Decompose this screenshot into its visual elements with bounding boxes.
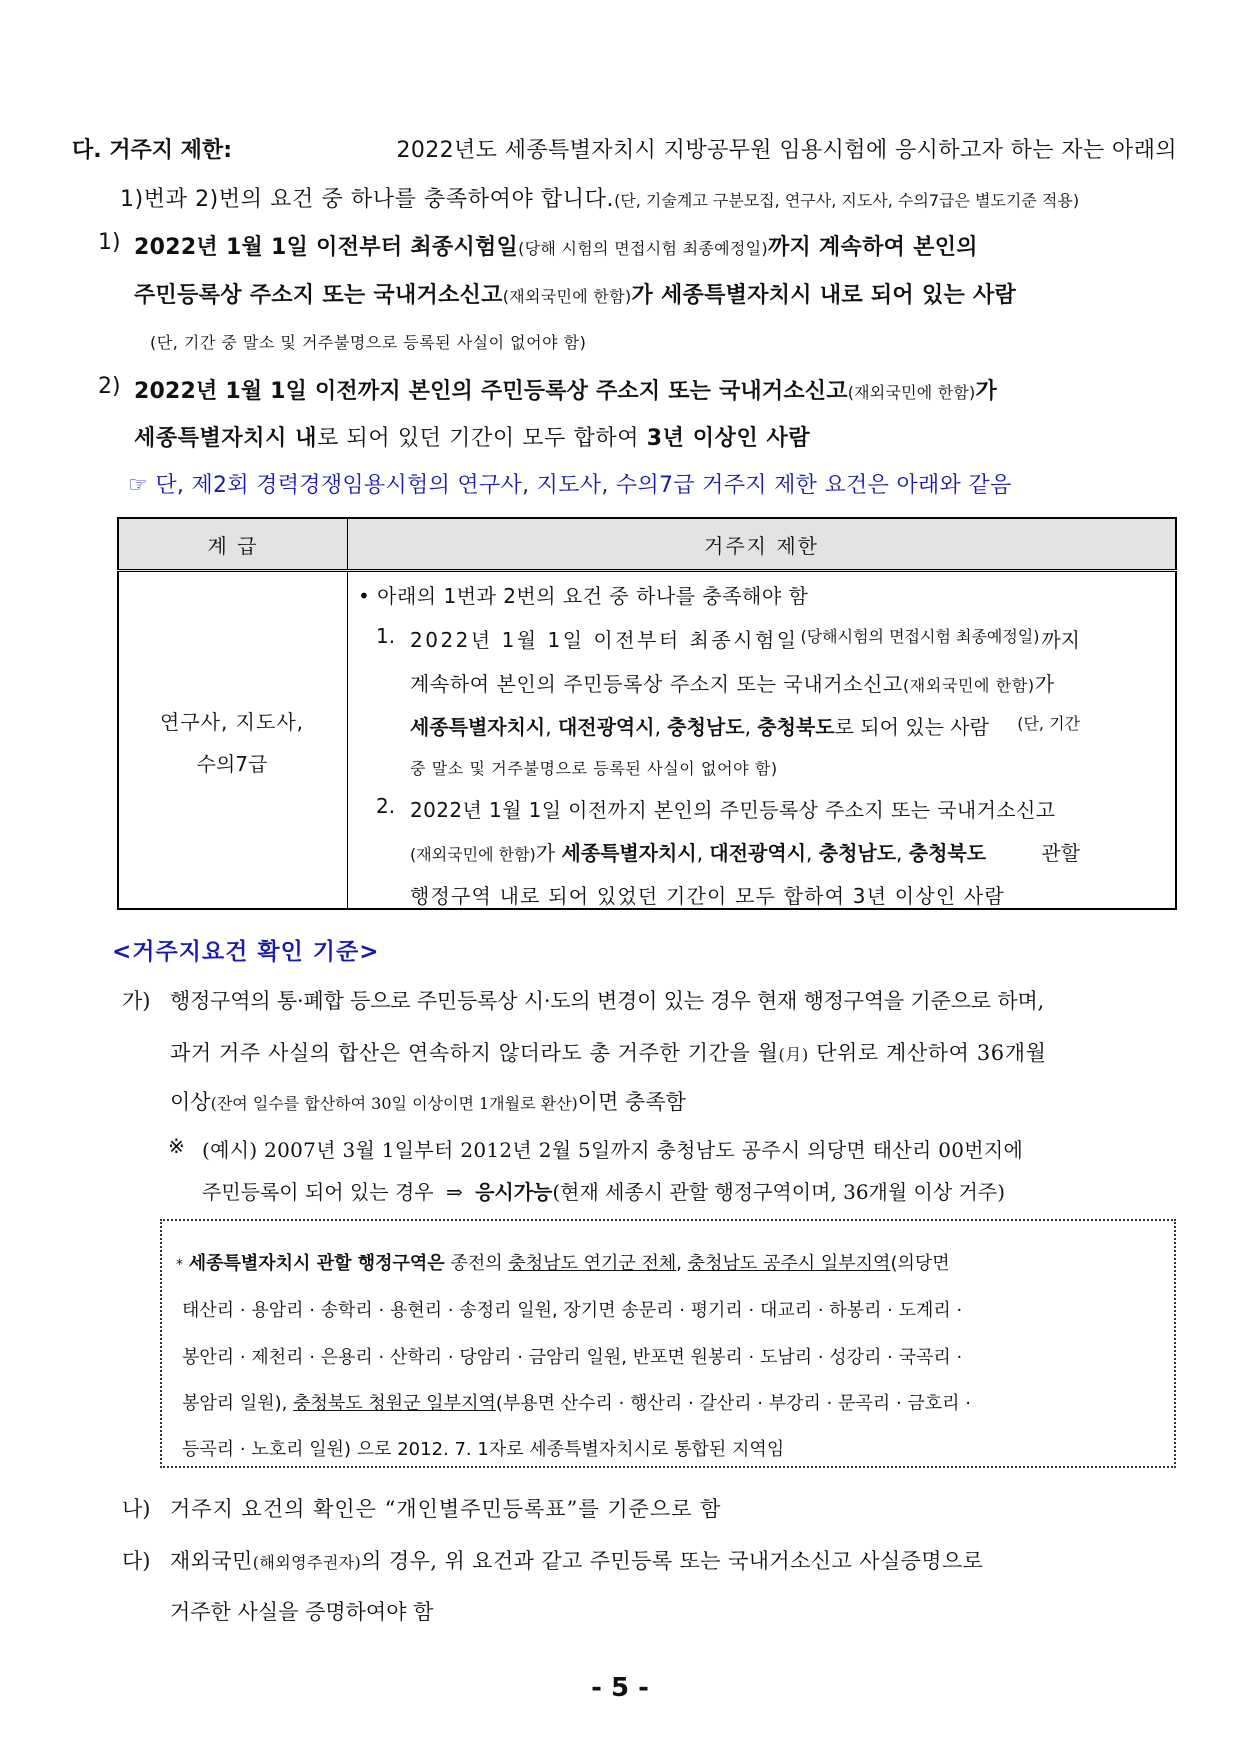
c1-l3-b3: 충청남도 xyxy=(667,715,745,739)
page-number: - 5 - xyxy=(591,1673,649,1703)
ex-l2-b: (현재 세종시 관할 행정구역이며, 36개월 이상 거주) xyxy=(552,1180,1005,1204)
item2-number: 2) xyxy=(98,374,121,399)
section-da-line2 xyxy=(120,182,1079,213)
item2-line1-small: (재외국민에 한함) xyxy=(847,383,976,402)
da-line1 xyxy=(170,1545,983,1575)
da-label: 다) xyxy=(122,1549,151,1573)
section-da-label: 다. 거주지 제한: xyxy=(72,138,232,163)
item1-line2-b: 가 세종특별자치시 내로 되어 있는 사람 xyxy=(631,283,1017,308)
section-da-note: (단, 기술계고 구분모집, 연구사, 지도사, 수의7급은 별도기준 적용) xyxy=(614,191,1080,210)
box-l4-b: (부용면 산수리 · 행산리 · 갈산리 · 부강리 · 문곡리 · 금호리 · xyxy=(495,1393,972,1414)
exception-line xyxy=(128,468,1012,499)
box-line5: 등곡리 · 노호리 일원) 으로 2012. 7. 1자로 세종특별자치시로 통합된 지역임 xyxy=(182,1439,785,1460)
item1-line1-a: 2022년 1월 1일 이전부터 최종시험일 xyxy=(134,235,519,260)
box-star: * xyxy=(176,1257,183,1273)
c1-l1-a: 2022년 1월 1일 이전부터 최종시험일 xyxy=(410,628,799,652)
right-arrow-icon: ⇒ xyxy=(445,1180,463,1204)
exception-text: 단, 제2회 경력경쟁임용시험의 연구사, 지도사, 수의7급 거주지 제한 요건은 아래와 같음 xyxy=(155,473,1012,498)
sejong-district-box xyxy=(160,1219,1176,1468)
pointing-hand-icon: ☞ xyxy=(128,473,149,498)
c1-line1 xyxy=(410,624,1080,653)
c2-l2-small: (재외국민에 한함) xyxy=(410,845,536,864)
c1-number: 1. xyxy=(376,624,396,648)
example-mark: ※ xyxy=(168,1134,185,1158)
box-line1: * 세종특별자치시 관할 행정구역은 종전의 충청남도 연기군 전체, 충청남도 공주시 일부지역(의당면 xyxy=(176,1253,950,1274)
item2-line2-normal: 로 되어 있던 기간이 모두 합하여 xyxy=(317,426,640,451)
section-da-text2: 1)번과 2)번의 요건 중 하나를 충족하여야 합니다. xyxy=(120,187,615,212)
c2-number: 2. xyxy=(376,794,396,818)
box-l1-bold: 세종특별자치시 관할 행정구역은 xyxy=(188,1253,445,1274)
da-l1-a: 재외국민 xyxy=(170,1549,253,1573)
da-line2: 거주한 사실을 증명하여야 함 xyxy=(170,1600,434,1624)
c1-l2-b: 가 xyxy=(1034,672,1055,696)
residence-requirement-table xyxy=(117,517,1177,910)
ex-l2-bold: 응시가능 xyxy=(475,1180,553,1204)
box-line2: 태산리 · 용암리 · 송학리 · 용현리 · 송정리 일원, 장기면 송문리 · 평기리 · 대교리 · 하봉리 · 도계리 · xyxy=(182,1300,963,1321)
grade-line2: 수의7급 xyxy=(196,752,268,776)
table-row xyxy=(118,571,1176,910)
ga-l3-small: (잔여 일수를 합산하여 30일 이상이면 1개월로 환산) xyxy=(210,1094,578,1113)
c1-l3-b1: 세종특별자치시 xyxy=(410,715,546,739)
c1-l2-a: 계속하여 본인의 주민등록상 주소지 또는 국내거소신고 xyxy=(410,672,903,696)
c1-l3-small: (단, 기간 xyxy=(1017,714,1080,733)
c1-l1-b: 까지 xyxy=(1041,628,1080,652)
grade-line1: 연구사, 지도사, xyxy=(160,710,304,734)
item2-line2-b: 3년 이상인 사람 xyxy=(646,426,811,451)
box-l4-a: 봉암리 일원), xyxy=(182,1393,288,1414)
box-line4 xyxy=(182,1389,971,1415)
ga-l3-a: 이상 xyxy=(170,1090,211,1114)
c2-l2-b: 관할 xyxy=(1041,841,1080,865)
criteria-title: <거주지요건 확인 기준> xyxy=(112,939,380,965)
c1-line4: 중 말소 및 거주불명으로 등록된 사실이 없어야 함) xyxy=(410,759,778,778)
limit-bullet: • 아래의 1번과 2번의 요건 중 하나를 충족해야 함 xyxy=(358,584,809,608)
item2-line2 xyxy=(134,421,810,452)
header-grade: 계 급 xyxy=(118,518,348,571)
ga-line3 xyxy=(170,1086,686,1116)
example-line1: (예시) 2007년 3월 1일부터 2012년 2월 5일까지 충청남도 공주시 의당면 태산리 00번지에 xyxy=(202,1138,1024,1162)
box-l1-a: 종전의 xyxy=(450,1253,503,1274)
c2-line3: 행정구역 내로 되어 있었던 기간이 모두 합하여 3년 이상인 사람 xyxy=(410,884,1005,908)
c2-line1: 2022년 1월 1일 이전까지 본인의 주민등록상 주소지 또는 국내거소신고 xyxy=(410,798,1056,822)
item2-line1 xyxy=(134,374,997,405)
box-l1-b: (의당면 xyxy=(890,1253,950,1274)
c1-l2-small: (재외국민에 한함) xyxy=(902,676,1035,695)
ga-l2-b: 단위로 계산하여 36개월 xyxy=(816,1041,1047,1065)
example-line2 xyxy=(202,1176,1005,1205)
grade-cell xyxy=(118,571,348,910)
item2-line1-a: 2022년 1월 1일 이전까지 본인의 주민등록상 주소지 또는 국내거소신고 xyxy=(134,379,848,404)
c2-l2-b1: 세종특별자치시 xyxy=(561,841,697,865)
table-header-row xyxy=(118,518,1176,571)
item1-note: (단, 기간 중 말소 및 거주불명으로 등록된 사실이 없어야 함) xyxy=(150,333,587,352)
item2-line1-b: 가 xyxy=(975,379,997,404)
item1-line1 xyxy=(134,230,978,261)
section-da-text1: 2022년도 세종특별자치시 지방공무원 임용시험에 응시하고자 하는 자는 아래의 xyxy=(396,138,1177,163)
item1-line2-small: (재외국민에 한함) xyxy=(502,287,632,306)
na-text: 거주지 요건의 확인은 “개인별주민등록표”를 기준으로 함 xyxy=(170,1497,722,1521)
item1-line1-small: (당해 시험의 면접시험 최종예정일) xyxy=(518,239,768,258)
limit-cell xyxy=(348,571,1177,910)
ga-l3-b: 이면 충족함 xyxy=(577,1090,686,1114)
item1-line2 xyxy=(134,278,1016,309)
ex-l2-a: 주민등록이 되어 있는 경우 xyxy=(202,1180,434,1204)
ga-line1: 행정구역의 통·폐합 등으로 주민등록상 시·도의 변경이 있는 경우 현재 행정구역을 기준으로 하며, xyxy=(170,989,1045,1013)
da-l1-small: (해외영주권자) xyxy=(252,1553,362,1572)
c1-l1-small: (당해시험의 면접시험 최종예정일) xyxy=(800,627,1040,646)
na-label: 나) xyxy=(122,1497,151,1521)
item1-line2-a: 주민등록상 주소지 또는 국내거소신고 xyxy=(134,283,503,308)
header-limit: 거주지 제한 xyxy=(348,518,1177,571)
box-l1-u1: 충청남도 연기군 전체 xyxy=(508,1253,677,1274)
section-da-line1 xyxy=(72,133,1177,164)
c2-line2: (재외국민에 한함)가 세종특별자치시, 대전광역시, 충청남도, 충청북도 관할 xyxy=(410,837,1080,866)
ga-line2 xyxy=(170,1037,1047,1067)
item1-line1-b: 까지 계속하여 본인의 xyxy=(767,235,978,260)
c1-line2 xyxy=(410,668,1055,697)
c2-l2-b3: 충청남도 xyxy=(818,841,897,865)
item2-line2-a: 세종특별자치시 내 xyxy=(134,426,318,451)
c2-l2-a: 가 xyxy=(535,841,556,865)
ga-l2-a: 과거 거주 사실의 합산은 연속하지 않더라도 총 거주한 기간을 월 xyxy=(170,1041,779,1065)
ga-l2-small: (月) xyxy=(778,1045,809,1064)
c1-line3: 세종특별자치시, 대전광역시, 충청남도, 충청북도로 되어 있는 사람 (단, 기간 xyxy=(410,711,1080,740)
c1-l3-b2: 대전광역시 xyxy=(557,715,655,739)
c1-l3-b4: 충청북도 xyxy=(757,715,835,739)
box-l1-u2: 충청남도 공주시 일부지역 xyxy=(687,1253,891,1274)
item1-number: 1) xyxy=(98,230,121,255)
da-l1-b: 의 경우, 위 요건과 같고 주민등록 또는 국내거소신고 사실증명으로 xyxy=(361,1549,984,1573)
c2-l2-b2: 대전광역시 xyxy=(709,841,807,865)
c2-l2-b4: 충청북도 xyxy=(908,841,987,865)
box-line3: 봉안리 · 제천리 · 은용리 · 산학리 · 당암리 · 금암리 일원, 반포면 원봉리 · 도남리 · 성강리 · 국곡리 · xyxy=(182,1347,963,1368)
box-l4-u: 충청북도 청원군 일부지역 xyxy=(293,1393,496,1414)
ga-label: 가) xyxy=(122,989,151,1013)
c1-l3-normal: 로 되어 있는 사람 xyxy=(834,715,989,739)
